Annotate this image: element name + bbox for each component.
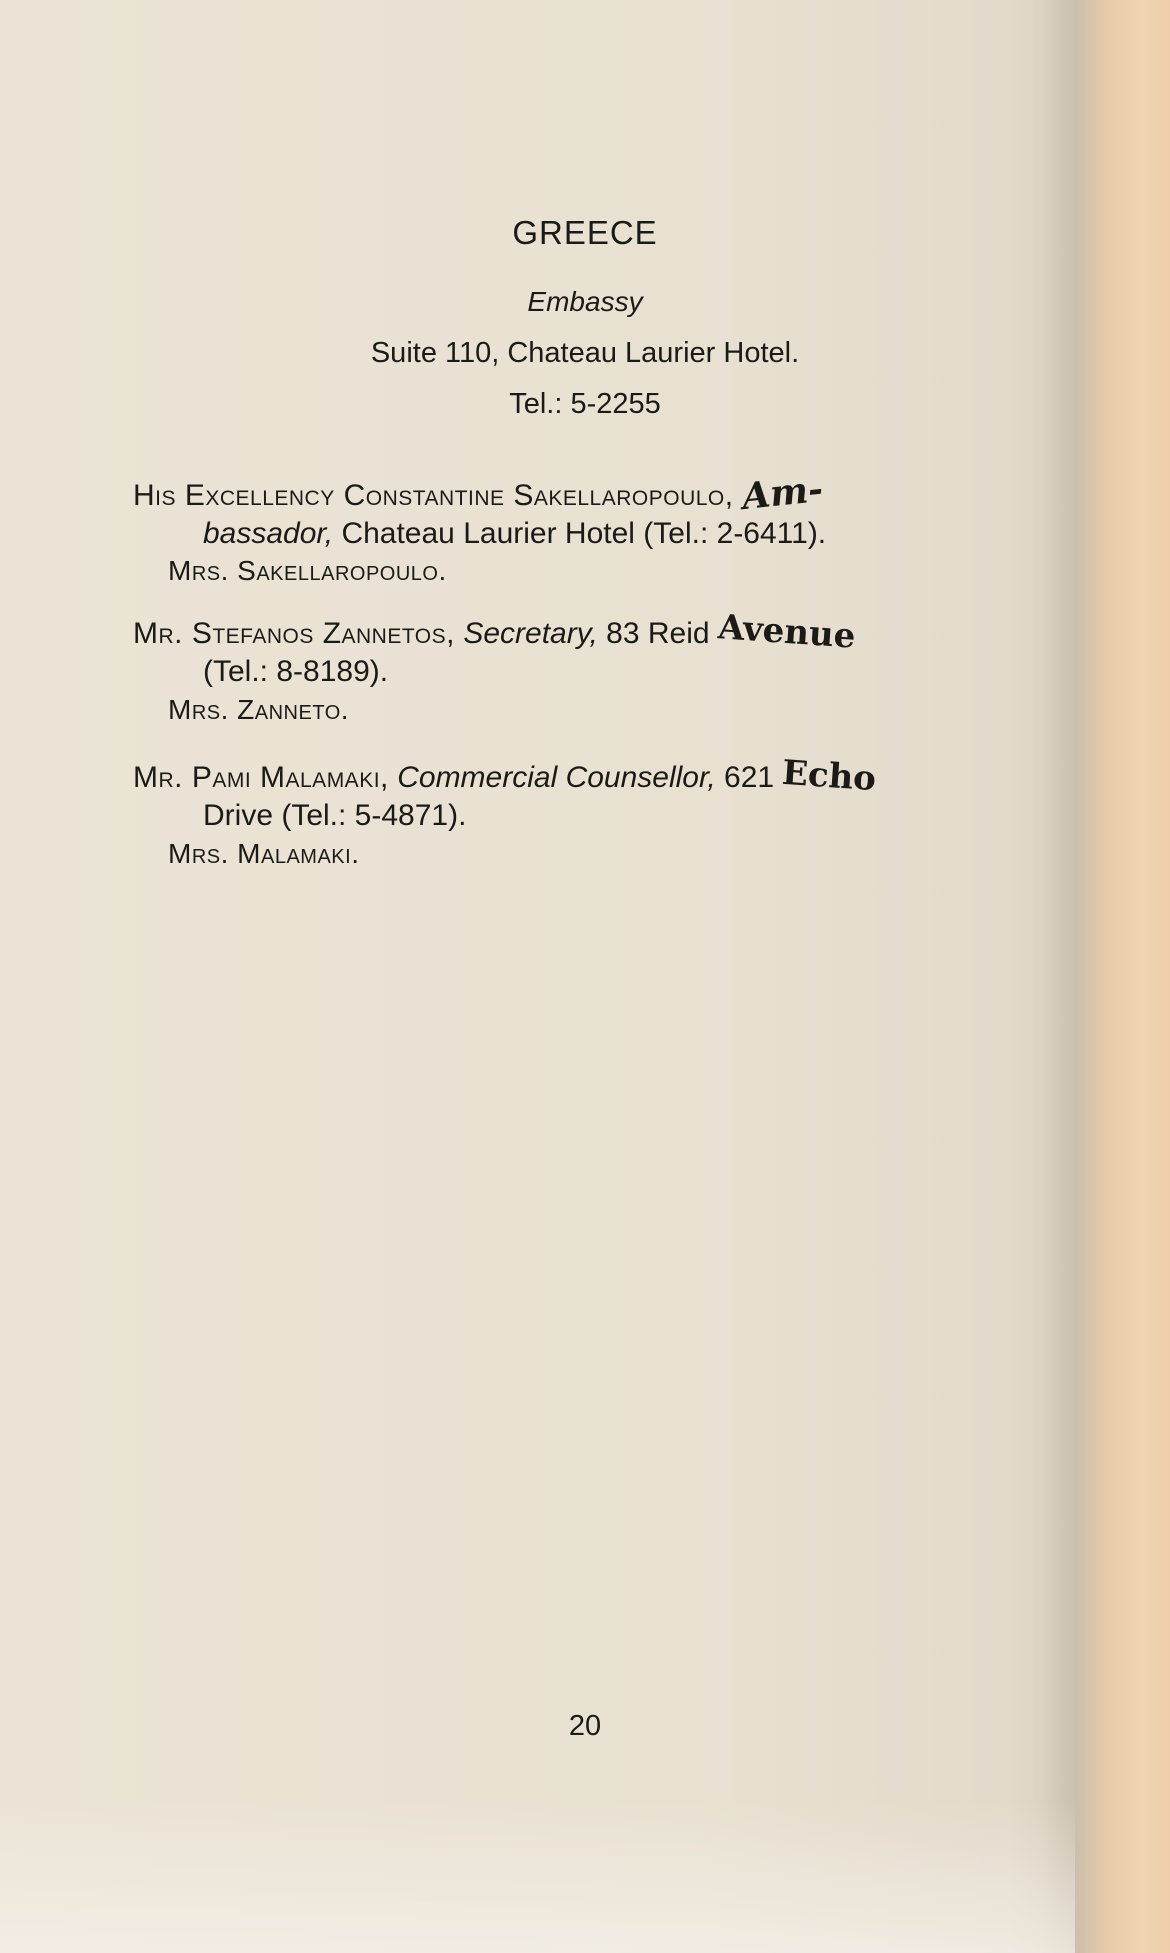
entry-line-2 [133, 653, 1063, 691]
entry-name: Mr. Pami Malamaki, [133, 761, 389, 794]
entry-title-part-2: bassador, [203, 517, 334, 550]
entry-title-part-1: Am- [739, 467, 825, 519]
page-number: 20 [568, 1710, 602, 1742]
country-heading: GREECE [512, 214, 658, 251]
office-address: Suite 110, Chateau Laurier Hotel. [370, 337, 800, 369]
entry-name: His Excellency Constantine Sakellaropoulo, [133, 479, 734, 512]
entry-line-1 [133, 607, 1063, 657]
entry-spouse: Mrs. Malamaki. [168, 838, 360, 869]
entry-address-part-2: Echo [781, 752, 878, 800]
entry-spouse: Mrs. Zanneto. [168, 694, 350, 725]
entry-title: Secretary, [463, 617, 598, 650]
entry-line-1 [133, 467, 1063, 519]
entry-line-2 [133, 515, 1063, 553]
entry-spouse: Mrs. Sakellaropoulo. [168, 555, 447, 586]
entry-address-part-1: 83 Reid [606, 617, 710, 650]
bottom-fade [0, 1800, 1075, 1953]
office-heading: Embassy [527, 286, 643, 317]
entry-address-part-2: Avenue [716, 607, 857, 657]
entry-line-1 [133, 752, 1063, 800]
entry-name: Mr. Stefanos Zannetos, [133, 617, 455, 650]
office-telephone: Tel.: 5-2255 [509, 388, 661, 420]
entry-ambassador [133, 467, 1063, 553]
entry-line-2 [133, 797, 1063, 835]
entry-secretary [133, 607, 1063, 691]
entry-commercial-counsellor [133, 752, 1063, 835]
entry-address-part-3: Drive (Tel.: 5-4871). [203, 799, 467, 832]
entry-address-part-1: 621 [724, 761, 775, 794]
entry-address-part-3: (Tel.: 8-8189). [203, 655, 389, 688]
entry-title: Commercial Counsellor, [397, 761, 716, 794]
entry-address: Chateau Laurier Hotel (Tel.: 2-6411). [341, 517, 827, 550]
